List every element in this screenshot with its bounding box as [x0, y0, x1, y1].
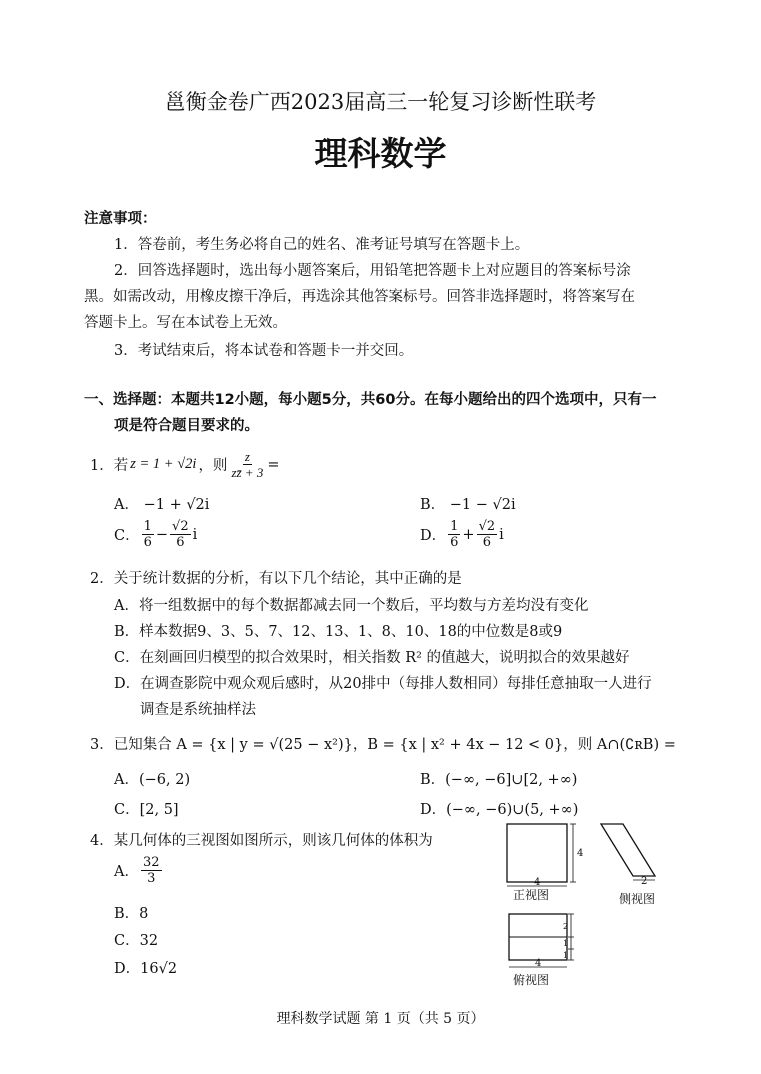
q3-option-a: A．(−6, 2) — [114, 772, 191, 788]
question-2-stem: 2．关于统计数据的分析，有以下几个结论，其中正确的是 — [90, 571, 462, 587]
notes-item-2-line-1: 2．回答选择题时，选出每小题答案后，用铅笔把答题卡上对应题目的答案标号涂 — [114, 263, 631, 279]
fraction-numerator: 32 — [142, 855, 160, 870]
q1-option-c — [114, 520, 197, 549]
notes-item-1: 1．答卷前，考生务必将自己的姓名、准考证号填写在答题卡上。 — [114, 237, 530, 253]
notes-item-3: 3．考试结束后，将本试卷和答题卡一并交回。 — [114, 343, 414, 359]
imaginary-unit: i — [499, 526, 504, 543]
question-3-stem: 3．已知集合 A = {x | y = √(25 − x²)}，B = {x | x² + 4x − 12 < 0}，则 A∩(∁ʀB) = — [90, 737, 676, 753]
three-view-figure — [495, 818, 675, 998]
q4-option-a — [114, 856, 164, 885]
question-4-stem: 4．某几何体的三视图如图所示，则该几何体的体积为 — [90, 833, 433, 849]
operator: − — [155, 526, 169, 543]
front-view-outline — [507, 824, 567, 882]
fraction-numerator: z — [244, 449, 250, 464]
fraction-denominator: 6 — [450, 535, 459, 550]
page-footer: 理科数学试题 第 1 页（共 5 页） — [276, 1011, 485, 1027]
front-height-dim: 4 — [577, 848, 584, 859]
fraction — [448, 520, 460, 549]
question-text: 若 — [113, 458, 129, 474]
q2-option-a: A．将一组数据中的每个数据都减去同一个数后，平均数与方差均没有变化 — [114, 598, 589, 614]
top-width-dim: 4 — [535, 958, 542, 969]
q3-option-b: B．(−∞, −6]∪[2, +∞) — [420, 772, 578, 788]
option-label: D． — [420, 528, 447, 544]
top-view-label: 俯视图 — [513, 973, 550, 987]
q3-option-d: D．(−∞, −6)∪(5, +∞) — [420, 802, 579, 818]
q1-option-b: B． −1 − √2i — [420, 497, 516, 513]
q2-option-c: C．在刻画回归模型的拟合效果时，相关指数 R² 的值越大，说明拟合的效果越好 — [114, 650, 630, 666]
top-height-dim-3: 1 — [563, 951, 569, 960]
side-width-dim: 2 — [641, 876, 648, 887]
q4-option-c: C．32 — [114, 933, 159, 949]
fraction — [170, 520, 191, 549]
fraction — [477, 520, 498, 549]
fraction-numerator: √2 — [478, 519, 496, 534]
fraction — [142, 520, 154, 549]
notes-heading: 注意事项： — [84, 211, 157, 227]
q1-option-d — [420, 520, 504, 549]
z-definition: z = 1 + √2i — [130, 456, 197, 472]
fraction-denominator: 3 — [147, 871, 156, 886]
section-1-heading-line-1: 一、选择题：本题共12小题，每小题5分，共60分。在每小题给出的四个选项中，只有一 — [84, 392, 657, 408]
fraction-denominator: 6 — [176, 535, 185, 550]
side-view-outline — [601, 824, 655, 876]
imaginary-unit: i — [192, 526, 198, 543]
q2-option-d-line-2: 调查是系统抽样法 — [140, 702, 256, 718]
question-text: ，则 — [198, 458, 228, 474]
option-label: C． — [114, 528, 140, 544]
fraction-numerator: √2 — [172, 519, 189, 534]
top-height-dim-1: 2 — [563, 922, 569, 931]
subject-title: 理科数学 — [314, 134, 447, 173]
side-view-label: 侧视图 — [619, 892, 656, 906]
fraction-denominator: 6 — [143, 535, 152, 550]
q2-option-b: B．样本数据9、3、5、7、12、13、1、8、10、18的中位数是8或9 — [114, 624, 563, 640]
option-label: A． — [114, 864, 139, 880]
fraction-denominator: 6 — [482, 535, 491, 550]
fraction-denominator: zz̄ + 3 — [231, 465, 264, 480]
q1-option-a: A． −1 + √2i — [114, 497, 210, 513]
equals-sign: = — [267, 456, 280, 473]
q3-option-c: C．[2, 5] — [114, 802, 179, 818]
top-height-dim-2: 1 — [563, 939, 569, 948]
front-width-dim: 4 — [534, 877, 541, 888]
front-view-label: 正视图 — [513, 888, 550, 902]
notes-item-2-line-3: 答题卡上。写在本试卷上无效。 — [84, 315, 287, 331]
section-1-heading-line-2: 项是符合题目要求的。 — [114, 418, 259, 434]
fraction-numerator: 1 — [450, 519, 459, 534]
q2-option-d-line-1: D．在调查影院中观众观后感时，从20排中（每排人数相同）每排任意抽取一人进行 — [114, 676, 652, 692]
operator: + — [462, 526, 475, 543]
notes-item-2-line-2: 黑。如需改动，用橡皮擦干净后，再选涂其他答案标号。回答非选择题时，将答案写在 — [84, 289, 635, 305]
q4-option-d: D．16√2 — [114, 961, 178, 977]
fraction-expression — [229, 450, 265, 479]
exam-title: 邕衡金卷广西2023届高三一轮复习诊断性联考 — [164, 90, 597, 114]
fraction — [141, 856, 162, 885]
question-number: 1． — [90, 458, 114, 474]
question-1-stem — [90, 450, 279, 479]
q4-option-b: B．8 — [114, 906, 149, 922]
fraction-numerator: 1 — [143, 519, 152, 534]
